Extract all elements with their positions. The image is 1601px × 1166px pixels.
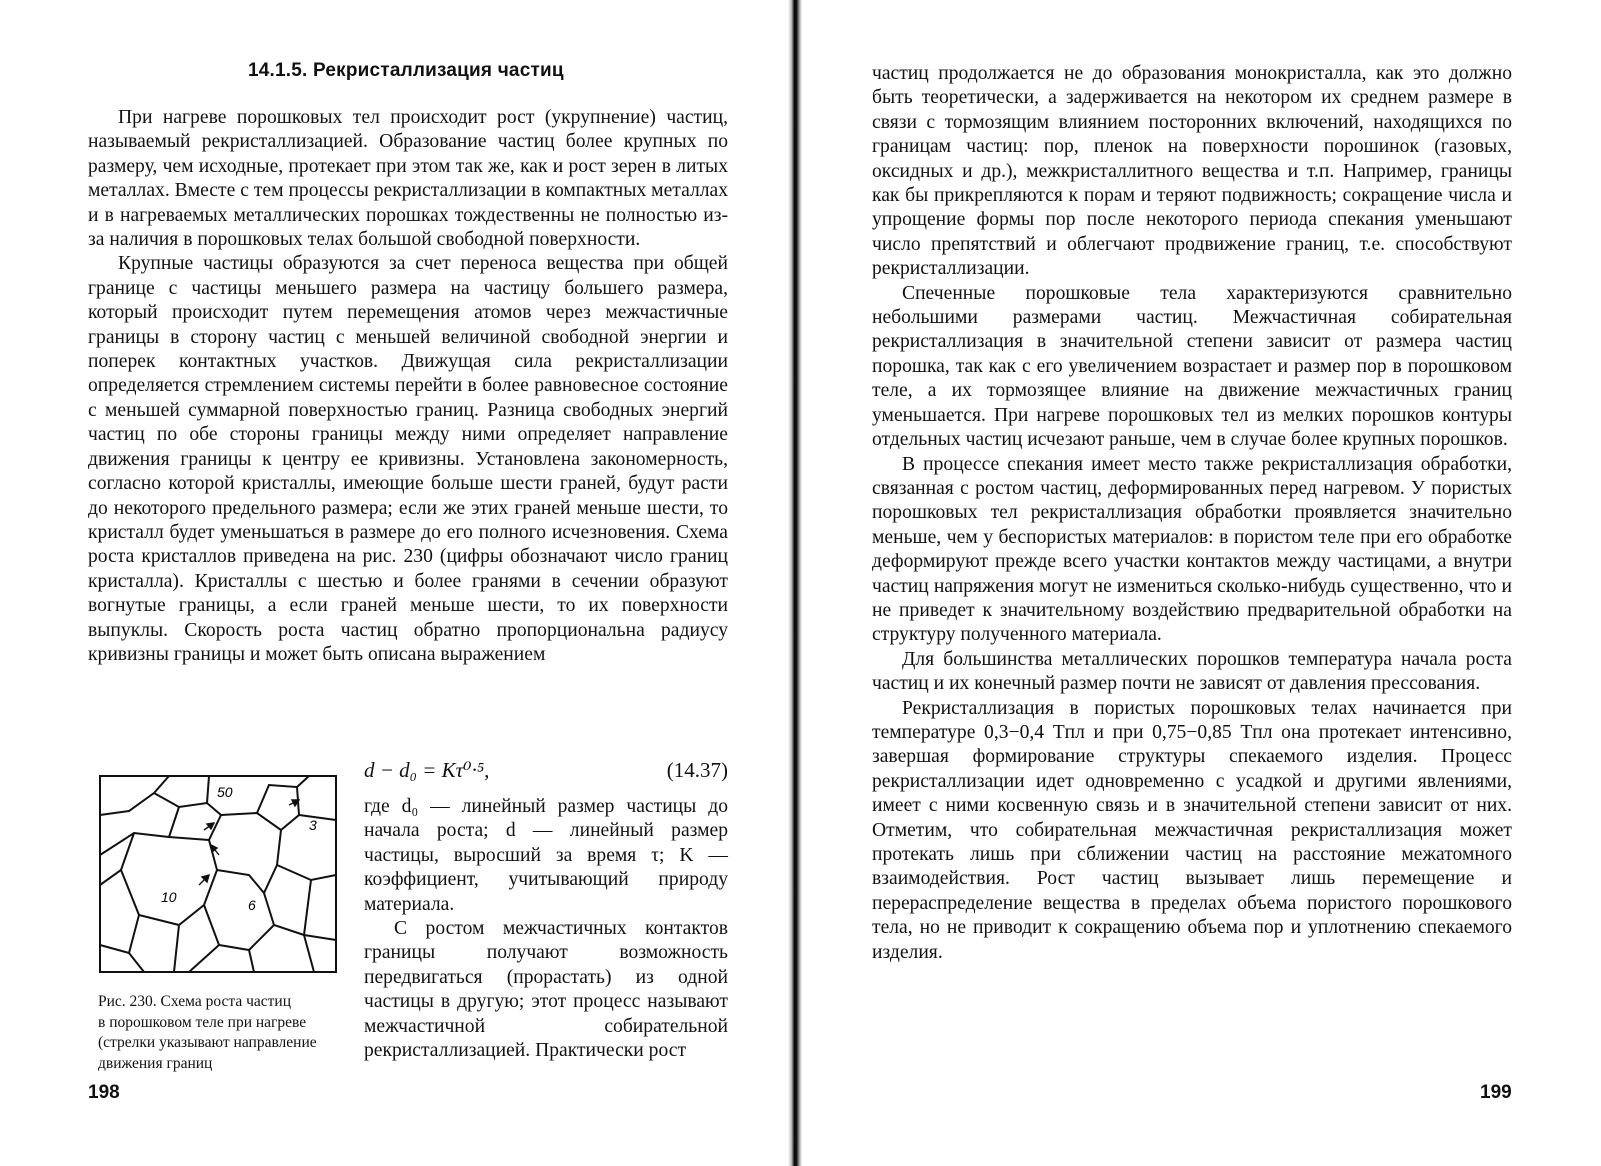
grain-diagram: [99, 775, 339, 975]
left-narrow-text: [364, 795, 728, 1063]
page-number-left: 198: [88, 1082, 120, 1103]
equation-14-37: [364, 758, 728, 783]
right-page: [810, 0, 1601, 1166]
left-page: [0, 0, 790, 1166]
section-heading: 14.1.5. Рекристаллизация частиц: [248, 60, 564, 81]
paragraph: Для большинства металлических порошков температура начала роста частиц и их конечный размер почти не зависят от давления прессования.: [872, 648, 1512, 695]
caption-line: Рис. 230. Схема роста частиц: [98, 993, 291, 1010]
caption-line: движения границ: [98, 1054, 213, 1072]
figure-caption: [98, 992, 348, 1074]
paragraph: С ростом межчастичных контактов границы получают возможность передвигаться (прорастать) из одной частицы в другую; этот процесс называют межчастичной собирательной рекристаллизацией. Практически рост: [364, 918, 728, 1062]
right-main-text: [872, 62, 1512, 965]
book-gutter: [788, 0, 802, 1166]
paragraph: Спеченные порошковые тела характеризуются сравнительно небольшими размерами частиц. Межчастичная собирательная рекристаллизация в значительной степени зависит от размера частиц порошка, так как с его увеличением возрастает и размер пор в порошковом теле, а их тормозящее влияние на движение межчастичных границ уменьшается. При нагреве порошковых тел из мелких порошков контуры отдельных частиц исчезают раньше, чем в случае более крупных порошков.: [872, 282, 1512, 451]
paragraph: частиц продолжается не до образования монокристалла, как это должно быть теоретически, а задерживается на некотором их среднем размере в связи с тормозящим влиянием посторонних включений, находящихся по границам частиц: пор, пленок на поверхности порошинок (газовых, оксидных и др.), межкристаллитного вещества и т.п. Например, границы как бы прикрепляются к порам и теряют подвижность; сокращение числа и упрощение формы пор после некоторого периода спекания уменьшают число препятствий и облегчают продвижение границ, т.е. способствуют рекристаллизации.: [872, 63, 1512, 280]
left-main-text: [88, 106, 728, 667]
equation-expression: d − d₀ = Kτ⁰·⁵,: [364, 758, 490, 782]
grain-label-10: 10: [161, 889, 177, 905]
page-number-right: 199: [1480, 1082, 1512, 1103]
grain-label-6: 6: [248, 897, 256, 913]
paragraph: В процессе спекания имеет место также рекристаллизация обработки, связанная с ростом частиц, деформированных перед нагревом. У пористых порошковых тел рекристаллизация обработки проявляется значительно меньше, чем у беспористых материалов: в пористом теле при его обработке деформируют прежде всего участки контактов между частицами, а внутри частиц напряжения могут не измениться сколько-нибудь существенно, что и не приведет к значительному воздействию предварительной обработки на структуру полученного материала.: [872, 453, 1512, 646]
paragraph: где d₀ — линейный размер частицы до начала роста; d — линейный размер частицы, выросший за время τ; K — коэффициент, учитывающий природу материала.: [364, 796, 728, 915]
caption-line: в порошковом теле при нагреве: [98, 1013, 307, 1031]
grain-growth-figure: [99, 775, 339, 975]
grain-label-3: 3: [309, 817, 317, 833]
grain-label-50: 50: [217, 784, 233, 800]
paragraph: При нагреве порошковых тел происходит рост (укрупнение) частиц, называемый рекристаллизацией. Образование частиц более крупных по размеру, чем исходные, протекает при этом так же, как и рост зерен в литых металлах. Вместе с тем процессы рекристаллизации в компактных металлах и в нагреваемых металлических порошках тождественны не полностью из-за наличия в порошковых телах большой свободной поверхности.: [88, 107, 728, 251]
paragraph: Крупные частицы образуются за счет переноса вещества при общей границе с частицы меньшего размера на частицу большего размера, который происходит путем перемещения атомов через межчастичные границы в сторону частиц с меньшей величиной свободной энергии и поперек контактных участков. Движущая сила рекристаллизации определяется стремлением системы перейти в более равновесное состояние с меньшей суммарной поверхностью границ. Разница свободных энергий частиц по обе стороны границы между ними определяет направление движения границы к центру ее кривизны. Установлена закономерность, согласно которой кристаллы, имеющие больше шести граней, будут расти до некоторого предельного размера; если же этих граней меньше шести, то кристалл будет уменьшаться в размере до его полного исчезновения. Схема роста кристаллов приведена на рис. 230 (цифры обозначают число границ кристалла). Кристаллы с шестью и более гранями в сечении образуют вогнутые границы, а если граней меньше шести, то их поверхности выпуклы. Скорость роста частиц обратно пропорциональна радиусу кривизны границы и может быть описана выражением: [88, 253, 728, 665]
paragraph: Рекристаллизация в пористых порошковых телах начинается при температуре 0,3−0,4 Tпл и при 0,75−0,85 Tпл она протекает интенсивно, завершая формирование структуры спекаемого изделия. Процесс рекристаллизации идет одновременно с усадкой и другими явлениями, имеет с ними косвенную связь и в значительной степени зависит от них. Отметим, что собирательная межчастичная рекристаллизация может протекать лишь при сближении частиц на расстояние межатомного взаимодействия. Рост частиц вызывает лишь перемещение и перераспределение вещества в пределах объема пористого порошкового тела, но не приводит к сокращению объема пор и уплотнению спекаемого изделия.: [872, 697, 1512, 963]
equation-number: (14.37): [666, 758, 728, 782]
caption-line: (стрелки указывают направление: [98, 1034, 317, 1051]
